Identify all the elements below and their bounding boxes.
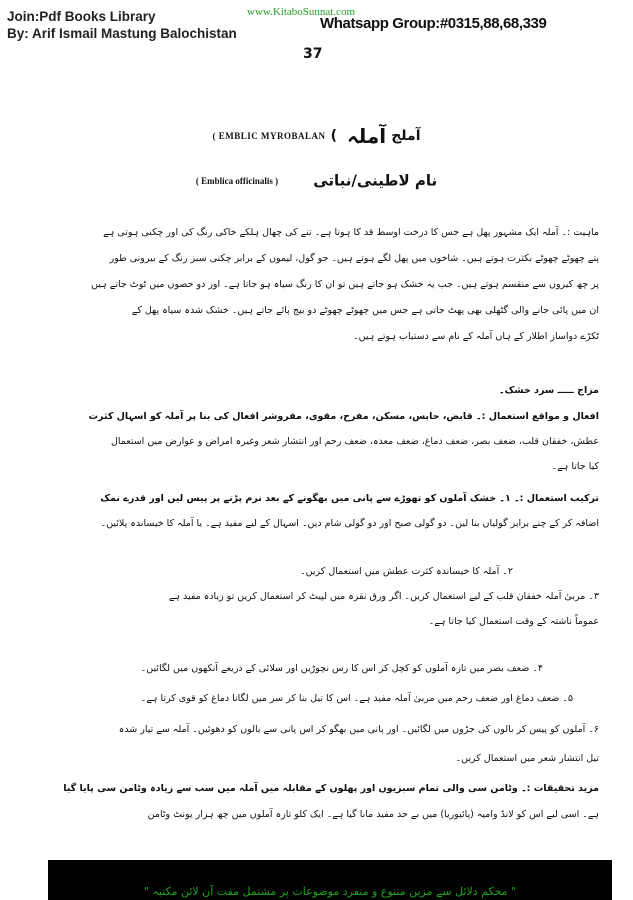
- subtitle-english: ( Emblica officinalis ): [195, 175, 279, 186]
- text-line: عطش، خفقان قلب، ضعف بصر، ضعف دماغ، ضعف معدہ، ضعف رحم اور انتشار شعر وغیرہ امراض و عوارض میں استعمال: [110, 436, 599, 447]
- text-line: تیل انتشار شعر میں استعمال کریں۔: [455, 753, 599, 764]
- text-line: عموماً ناشتہ کے وقت استعمال کیا جاتا ہے۔: [428, 616, 599, 627]
- page-title: [0, 124, 633, 148]
- title-urdu: آملہ: [347, 124, 387, 148]
- text-line: ٹکڑے دواساز اطلار کے ہاں آملہ کے نام سے دستیاب ہوتے ہیں۔: [353, 331, 599, 342]
- text-line: مزاج ـــــ سرد خشک۔: [499, 385, 599, 396]
- watermark-whatsapp: Whatsapp Group:#0315,88,68,339: [320, 15, 547, 32]
- text-line: ۴۔ ضعف بصر میں تازہ آملوں کو کچل کر اس کا رس نچوڑیں اور سلائی کے ذریعے آنکھوں میں لگائیں۔: [140, 663, 543, 674]
- page-number: 37: [303, 46, 323, 62]
- watermark-site-link[interactable]: www.KitaboSunnat.com: [247, 6, 356, 18]
- footer-banner-text: " محکم دلائل سے مزین متنوع و منفرد موضوعات پر مشتمل مفت آن لائن مکتبہ ": [143, 885, 517, 898]
- text-line: ان میں پائی جانے والی گٹھلی بھی پھٹ جاتی ہے جس میں چھوٹے چھوٹے دو بیج پائے جاتے ہیں۔ خشک شدہ سیاہ پھل کے: [131, 305, 599, 316]
- page-subtitle: [0, 170, 633, 190]
- text-line: اضافہ کر کے چنے برابر گولیاں بنا لیں۔ دو گولی صبح اور دو گولی شام دیں۔ اسہال کے لیے مفید ہے۔ یا آملہ کا خیساندہ پلائیں۔: [100, 518, 599, 529]
- watermark-join: Join:Pdf Books Library: [7, 9, 156, 24]
- text-line: ۶۔ آملوں کو پیس کر بالوں کی جڑوں میں لگائیں۔ اور پانی میں بھگو کر اس پانی سے بالوں کو دھوئیں۔ آملہ سے تیار شدہ: [118, 724, 599, 735]
- text-line: مزید تحقیقات :۔ وٹامن سی والی تمام سبزیوں اور پھلوں کے مقابلہ میں آملہ میں سب سے زیادہ وٹامن سی پایا گیا: [63, 783, 599, 794]
- text-line: ماہیت :۔ آملہ ایک مشہور پھل ہے جس کا درخت اوسط قد کا ہوتا ہے۔ تنے کی چھال ہلکے خاکی رنگ کی اور چکنی ہوتی ہے: [103, 227, 599, 238]
- text-line: ہے۔ اسی لیے اس کو لانڈ وامیہ (پائیوریا) میں بے حد مفید مانا گیا ہے۔ ایک کلو تازہ آملوں میں چھ ہزار یونٹ وٹامن: [147, 809, 599, 820]
- footer-banner: [48, 860, 612, 900]
- text-line: کیا جاتا ہے۔: [551, 461, 599, 472]
- title-urdu-alt: (آملج: [330, 128, 421, 144]
- watermark-author: By: Arif Ismail Mastung Balochistan: [7, 26, 237, 41]
- text-line: پر چھ کیروں سے منقسم ہوتے ہیں۔ جب یہ خشک ہو جاتے ہیں تو ان کا رنگ سیاہ ہو جاتا ہے۔ اور دو حصوں میں ٹوٹ جاتے ہیں: [91, 279, 599, 290]
- text-line: ۲۔ آملہ کا خیساندہ کثرت عطش میں استعمال کریں۔: [300, 566, 513, 577]
- title-english: ( EMBLIC MYROBALAN: [212, 131, 326, 141]
- text-line: ترکیب استعمال :۔ ۱۔ خشک آملوں کو تھوڑے سے پانی میں بھگونے کے بعد نرم پڑنے پر پیس لیں اور قدرے نمک: [100, 493, 599, 504]
- watermark-left: [7, 8, 237, 42]
- text-line: افعال و مواقع استعمال :۔ قابض، حابس، مسکن، مفرح، مقوی، مقروشر افعال کی بنا پر آملہ کو اسہال کثرت: [88, 411, 599, 422]
- text-line: ۵۔ ضعف دماغ اور ضعف رحم میں مربیٰ آملہ مفید ہے۔ اس کا تیل بنا کر سر میں لگانا دماغ کو قوی کرتا ہے۔: [140, 693, 573, 704]
- subtitle-urdu: نام لاطینی/نباتی: [313, 171, 438, 190]
- text-line: ۳۔ مربیٰ آملہ خفقان قلب کے لیے استعمال کریں۔ اگر ورق نقرہ میں لپیٹ کر استعمال کریں تو زیادہ مفید ہے: [168, 591, 599, 602]
- text-line: پتے چھوٹے چھوٹے بکثرت ہوتے ہیں۔ شاخوں میں پھل لگے ہوتے ہیں۔ جو گول، لیموں کے برابر چکنی سبز رنگ کے بیرونی طور: [109, 253, 599, 264]
